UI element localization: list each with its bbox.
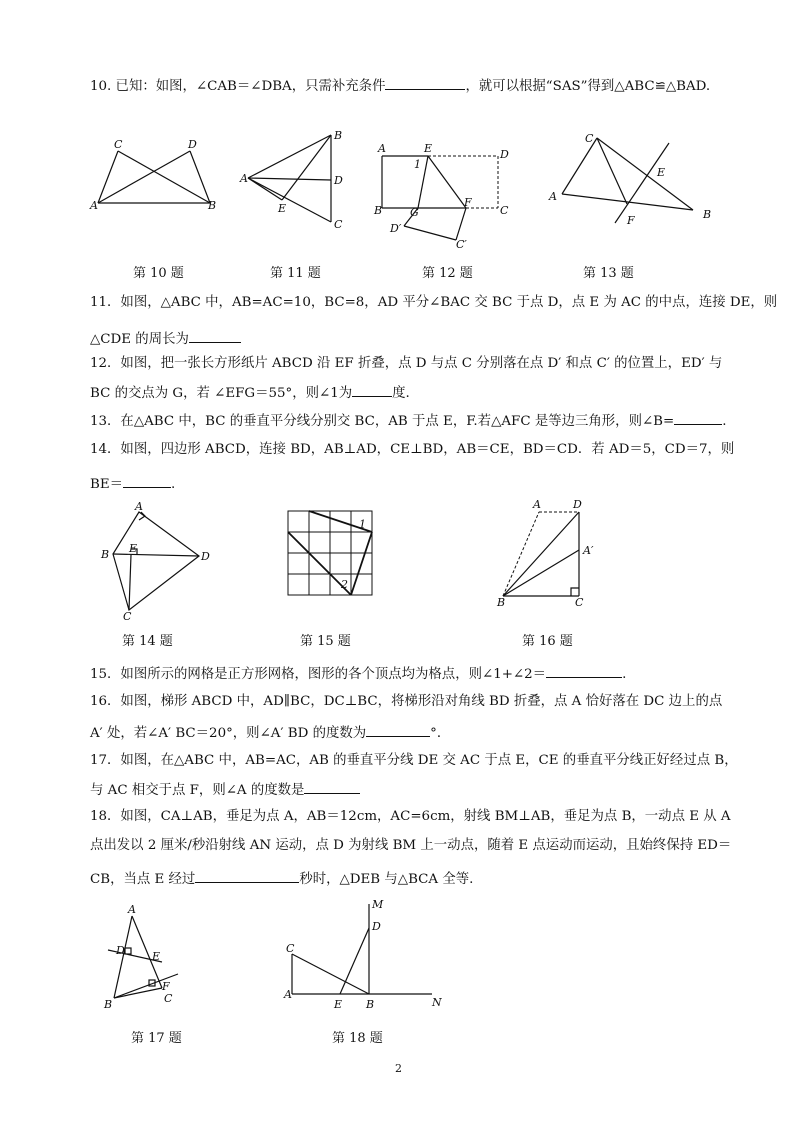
f12-label-g: G [410,206,419,219]
caption-16: 第 16 题 [522,634,573,649]
caption-14: 第 14 题 [122,634,173,649]
f17-label-f: F [162,980,170,993]
f12-label-d-prime: D′ [390,222,402,235]
question-17-line-2 [90,779,360,800]
question-17-line-1: 17．如图，在△ABC 中，AB=AC，AB 的垂直平分线 DE 交 AC 于点 E，CE 的垂直平分线正好经过点 B， [90,753,738,768]
f16-label-d: D [573,498,582,511]
question-14-line-1: 14．如图，四边形 ABCD，连接 BD，AB⊥AD，CE⊥BD，AB＝CE，BD＝CD．若 AD＝5，CD＝7，则 [90,442,735,457]
q15-text-a: 15．如图所示的网格是正方形网格，图形的各个顶点均为格点，则∠1+∠2＝ [90,667,547,682]
figure-18 [282,896,447,1016]
f11-label-e: E [278,202,287,215]
f12-label-e: E [424,142,433,155]
f12-label-c: C [500,204,509,217]
f17-label-e: E [152,950,161,963]
q12-answer-blank[interactable] [352,382,392,397]
f18-label-b: B [366,998,375,1011]
caption-10: 第 10 题 [133,266,184,281]
q14-text-b: . [171,477,176,492]
caption-13: 第 13 题 [583,266,634,281]
q10-text-b: ，就可以根据“SAS”得到△ABC≌△BAD. [465,79,711,94]
f15-label-angle-1: 1 [359,518,366,531]
f18-label-e: E [334,998,343,1011]
f17-label-b: B [104,998,113,1011]
question-15 [90,663,626,684]
q17-text: 与 AC 相交于点 F，则∠A 的度数是 [90,783,305,798]
question-18-line-3 [90,868,473,889]
f17-label-a: A [128,903,136,916]
q13-text-b: . [722,414,727,429]
figure-10 [90,135,220,215]
f14-label-c: C [123,610,132,623]
question-11-line-1: 11．如图，△ABC 中，AB=AC=10，BC=8，AD 平分∠BAC 交 BC 于点 D，点 E 为 AC 的中点，连接 DE，则 [90,295,778,310]
q10-answer-blank[interactable] [385,75,465,90]
f10-label-b: B [208,199,217,212]
figure-12 [370,138,515,251]
f15-label-angle-2: 2 [341,578,348,591]
figure-15 [287,510,383,600]
f18-label-a: A [284,988,292,1001]
f16-label-a: A [533,498,541,511]
question-16-line-1: 16．如图，梯形 ABCD 中，AD∥BC，DC⊥BC，将梯形沿对角线 BD 折叠，点 A 恰好落在 DC 边上的点 [90,694,723,709]
f10-label-a: A [90,199,98,212]
f13-label-e: E [657,166,666,179]
q12-text-a: BC 的交点为 G，若 ∠EFG＝55°，则∠1为 [90,386,353,401]
f13-label-f: F [627,214,635,227]
f13-label-c: C [585,132,594,145]
f12-label-c-prime: C′ [456,238,467,251]
f13-label-b: B [703,208,712,221]
f14-label-b: B [101,548,110,561]
question-16-line-2 [90,722,450,743]
q18-answer-blank[interactable] [195,868,299,883]
figure-11 [238,130,348,230]
question-12-line-2 [90,382,410,403]
page-number: 2 [395,1062,402,1075]
question-10 [90,75,710,96]
caption-17: 第 17 题 [131,1031,182,1046]
f11-label-a: A [240,172,248,185]
q16-text-b: °． [430,726,451,741]
q13-text-a: 13．在△ABC 中，BC 的垂直平分线分别交 BC，AB 于点 E，F.若△AFC 是等边三角形，则∠B= [90,414,675,429]
question-14-line-2 [90,473,175,494]
question-12-line-1: 12．如图，把一张长方形纸片 ABCD 沿 EF 折叠，点 D 与点 C 分别落在点 D′ 和点 C′ 的位置上，ED′ 与 [90,356,723,371]
q15-answer-blank[interactable] [546,663,622,678]
figure-16 [495,498,605,610]
f11-label-d: D [334,174,343,187]
q10-text-a: 10. 已知：如图，∠CAB＝∠DBA，只需补充条件 [90,79,386,94]
f12-label-f: F [464,196,472,209]
f11-label-b: B [334,129,343,142]
q11-answer-blank[interactable] [189,328,241,343]
caption-15: 第 15 题 [300,634,351,649]
question-18-line-1: 18．如图，CA⊥AB，垂足为点 A，AB＝12cm，AC=6cm，射线 BM⊥AB，垂足为点 B，一动点 E 从 A [90,809,731,824]
q17-answer-blank[interactable] [304,779,360,794]
f12-label-angle-1: 1 [414,158,421,171]
f16-label-b: B [497,596,506,609]
question-18-line-2: 点出发以 2 厘米/秒沿射线 AN 运动，点 D 为射线 BM 上一动点，随着 E 点运动而运动，且始终保持 ED＝ [90,838,732,853]
f13-label-a: A [549,190,557,203]
figure-17 [100,902,190,1020]
f16-label-c: C [575,596,584,609]
caption-18: 第 18 题 [332,1031,383,1046]
q18-text-b: 秒时，△DEB 与△BCA 全等. [299,872,474,887]
f12-label-d: D [500,148,509,161]
q18-text-a: CB，当点 E 经过 [90,872,196,887]
q11-text: △CDE 的周长为 [90,332,189,347]
q16-answer-blank[interactable] [366,722,430,737]
f14-label-d: D [201,550,210,563]
f17-label-c: C [164,992,173,1005]
q14-answer-blank[interactable] [123,473,171,488]
caption-12: 第 12 题 [422,266,473,281]
q12-text-b: 度. [392,386,410,401]
f18-label-d: D [372,920,381,933]
figure-14 [95,500,215,622]
figure-13 [545,128,715,228]
f14-label-e: E [129,542,138,555]
f16-label-a-prime: A′ [583,544,594,557]
f17-label-d: D [116,944,125,957]
f11-label-c: C [334,218,343,231]
f14-label-a: A [135,500,143,513]
q13-answer-blank[interactable] [674,410,722,425]
question-11-line-2 [90,328,241,349]
f10-label-c: C [114,138,123,151]
f18-label-n: N [432,996,442,1009]
f18-label-c: C [286,942,295,955]
q16-text-a: A′ 处，若∠A′ BC＝20°，则∠A′ BD 的度数为 [90,726,367,741]
q14-text-a: BE＝ [90,477,124,492]
f12-label-b: B [374,204,383,217]
question-13 [90,410,727,431]
caption-11: 第 11 题 [270,266,321,281]
q15-text-b: . [622,667,627,682]
f18-label-m: M [372,898,384,911]
f12-label-a: A [378,142,386,155]
f10-label-d: D [188,138,197,151]
